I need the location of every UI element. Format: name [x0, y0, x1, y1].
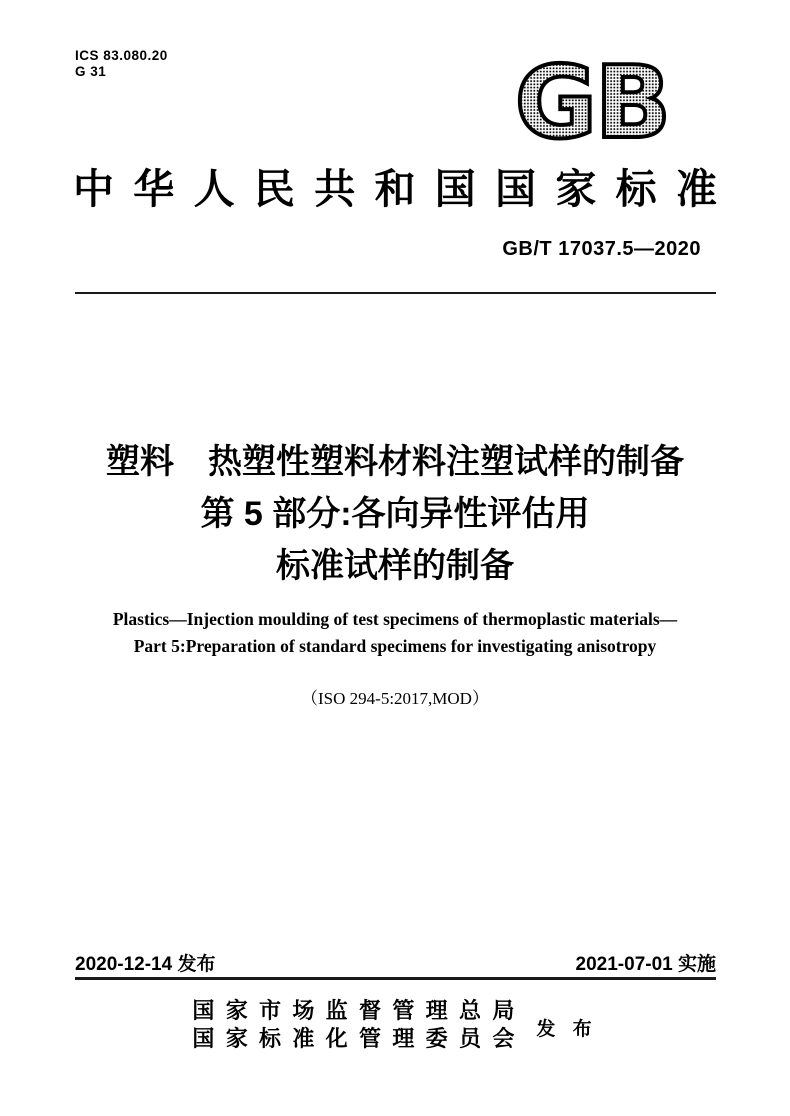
- title-zh-line-1: 塑料 热塑性塑料材料注塑试样的制备: [106, 443, 684, 481]
- issue-date: 2020-12-14 发布: [75, 954, 216, 975]
- iso-reference: （ISO 294-5:2017,MOD）: [301, 689, 489, 708]
- gb-logo-icon: [504, 54, 680, 144]
- title-zh-line-2: 第 5 部分:各向异性评估用: [200, 495, 590, 533]
- title-chinese: [0, 436, 790, 592]
- dates-row: [75, 949, 716, 976]
- title-en-line-1: Plastics—Injection moulding of test specimens of thermoplastic materials—: [112, 609, 678, 629]
- issuer-line-2: 国 家 标 准 化 管 理 委 员 会: [192, 1026, 515, 1051]
- publish-label: 发 布: [536, 1018, 598, 1040]
- title-english: [0, 606, 790, 660]
- bottom-rule: [75, 977, 716, 980]
- standard-number: GB/T 17037.5—2020: [502, 238, 701, 260]
- classification-code: G 31: [75, 64, 107, 79]
- implementation-date: 2021-07-01 实施: [575, 954, 716, 975]
- ics-code: ICS 83.080.20: [75, 48, 168, 63]
- gb-logo-text: GB: [514, 54, 670, 144]
- title-zh-line-3: 标准试样的制备: [276, 547, 514, 585]
- issuing-authorities: [192, 997, 514, 1053]
- issuer-line-1: 国 家 市 场 监 督 管 理 总 局: [192, 998, 515, 1023]
- ics-classification-block: [75, 48, 168, 80]
- title-en-line-2: Part 5:Preparation of standard specimens for investigating anisotropy: [133, 636, 657, 656]
- national-standard-heading: 中 华 人 民 共 和 国 国 家 标 准: [73, 166, 717, 212]
- top-rule: [75, 292, 716, 294]
- publisher-row: [0, 997, 790, 1053]
